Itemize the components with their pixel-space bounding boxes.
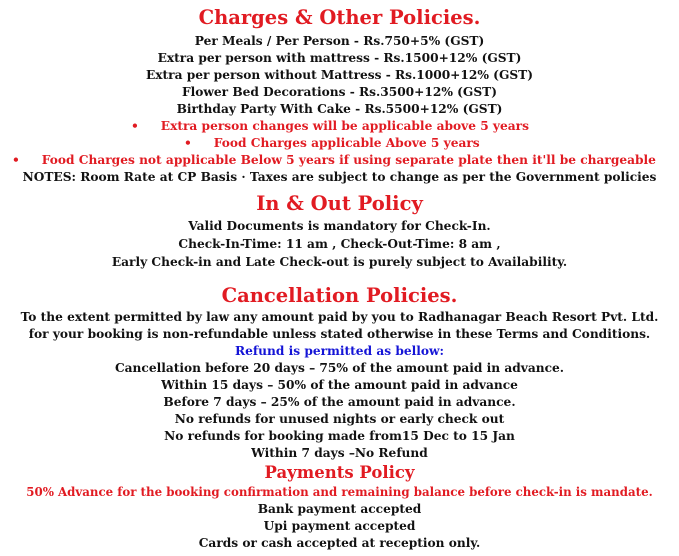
refund-line: No refunds for booking made from15 Dec to 15 Jan — [164, 429, 515, 443]
cancellation-intro-1: To the extent permitted by law any amount paid by you to Radhanagar Beach Resort Pvt. Ltd. — [20, 310, 659, 324]
bullet-point-1 — [131, 118, 529, 135]
refund-heading: Refund is permitted as bellow: — [234, 344, 444, 358]
cancellation-title: Cancellation Policies. — [221, 284, 458, 307]
charges-notes: NOTES: Room Rate at CP Basis · Taxes are subject to change as per the Government policies — [22, 170, 657, 184]
in-out-line-times: Check-In-Time: 11 am , Check-Out-Time: 8 am , — [178, 237, 501, 251]
bullet-point-3 — [12, 152, 656, 169]
payments-advance: 50% Advance for the booking confirmation and remaining balance before check-in is mandate. — [26, 485, 653, 499]
refund-line: No refunds for unused nights or early check out — [174, 412, 505, 426]
payments-title: Payments Policy — [264, 463, 415, 482]
charge-line-extra-with-mattress: Extra per person with mattress - Rs.1500+12% (GST) — [157, 51, 522, 65]
in-out-line-documents: Valid Documents is mandatory for Check-In. — [188, 219, 491, 233]
bullet-icon: • — [131, 119, 139, 133]
refund-line: Within 7 days –No Refund — [251, 446, 428, 460]
bullet-text: Extra person changes will be applicable above 5 years — [160, 119, 529, 133]
refund-line: Cancellation before 20 days – 75% of the amount paid in advance. — [114, 361, 565, 375]
bullet-icon: • — [12, 153, 20, 167]
charge-line-flower-bed: Flower Bed Decorations - Rs.3500+12% (GST) — [182, 85, 497, 99]
bullet-point-2 — [184, 135, 480, 152]
refund-line: Within 15 days – 50% of the amount paid in advance — [161, 378, 518, 392]
bullet-text: Food Charges not applicable Below 5 years if using separate plate then it'll be chargeable — [41, 153, 656, 167]
payment-line-bank: Bank payment accepted — [257, 502, 422, 516]
charge-line-extra-without-mattress: Extra per person without Mattress - Rs.1000+12% (GST) — [145, 68, 533, 82]
charge-line-birthday: Birthday Party With Cake - Rs.5500+12% (GST) — [176, 102, 503, 116]
in-out-line-availability: Early Check-in and Late Check-out is purely subject to Availability. — [111, 255, 568, 269]
in-out-title: In & Out Policy — [256, 192, 423, 215]
charge-line-meals: Per Meals / Per Person - Rs.750+5% (GST) — [194, 34, 485, 48]
payment-line-cards-cash: Cards or cash accepted at reception only. — [198, 536, 481, 550]
charges-title: Charges & Other Policies. — [198, 6, 481, 29]
cancellation-intro-2: for your booking is non-refundable unless stated otherwise in these Terms and Conditions. — [28, 327, 651, 341]
bullet-text: Food Charges applicable Above 5 years — [213, 136, 480, 150]
payment-line-upi: Upi payment accepted — [263, 519, 416, 533]
refund-line: Before 7 days – 25% of the amount paid in advance. — [163, 395, 516, 409]
bullet-icon: • — [184, 136, 192, 150]
